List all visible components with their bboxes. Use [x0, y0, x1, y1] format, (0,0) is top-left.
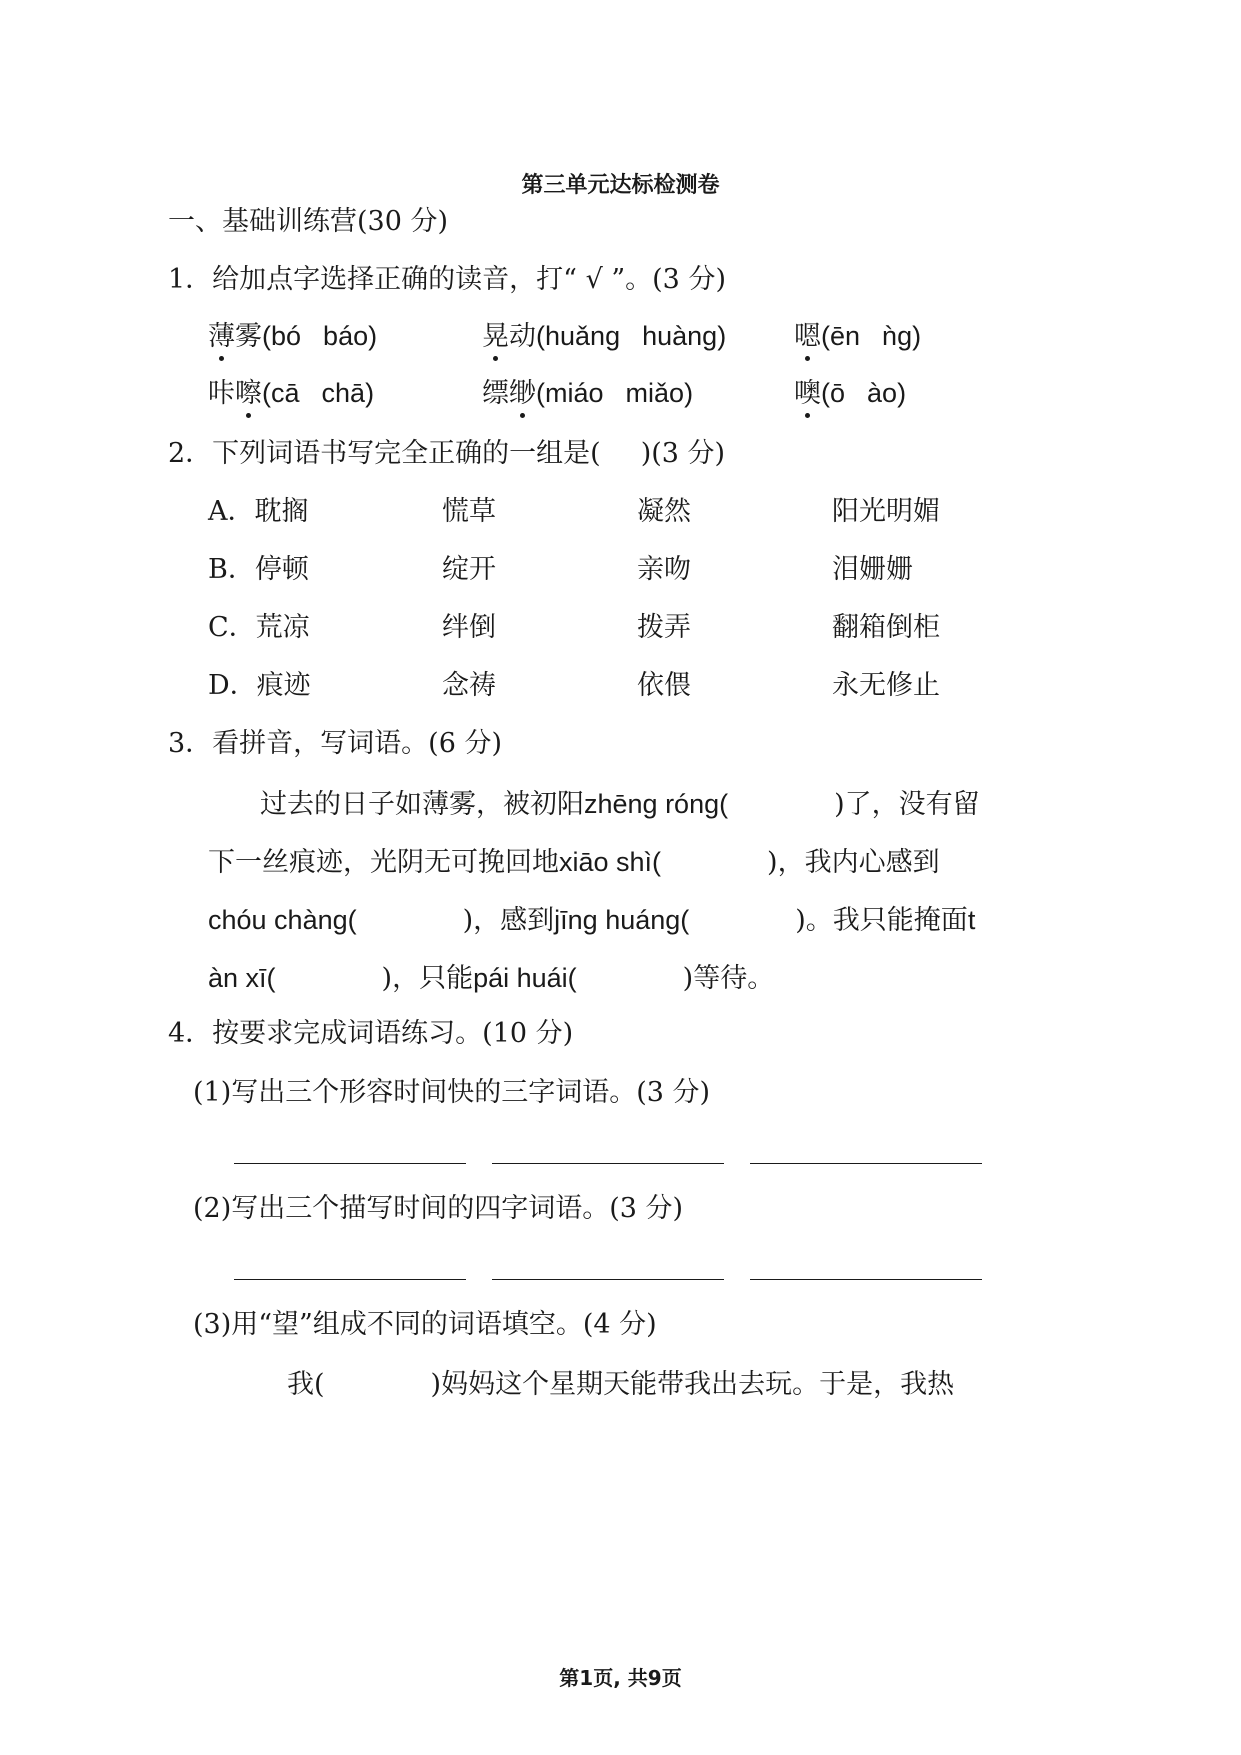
dotted-char: 嚓 [235, 376, 262, 412]
q1-item-3 [794, 318, 921, 355]
q2-option-a-word-3: 凝然 [637, 496, 691, 527]
page-title: 第三单元达标检测卷 [521, 173, 720, 198]
answer-blank[interactable] [492, 1249, 724, 1280]
pinyin-options: (miáo miǎo) [536, 378, 694, 408]
q2-option-c-word-4: 翻箱倒柜 [832, 612, 940, 643]
pinyin-options: (bó báo) [262, 321, 378, 351]
q2-option-c-word-2: 绊倒 [442, 612, 496, 643]
q4-sub-3: (3)用“望”组成不同的词语填空。(4 分) [193, 1309, 657, 1340]
q4-sub-2: (2)写出三个描写时间的四字词语。(3 分) [193, 1193, 684, 1224]
q3-line-3: chóu chàng( )，感到jīng huáng( )。我只能掩面t [208, 905, 976, 936]
q1-item-5 [482, 375, 693, 412]
question-1-prompt: 1．给加点字选择正确的读音，打“ √ ”。(3 分) [168, 264, 726, 295]
q2-option-b: B．停顿 [208, 554, 309, 585]
q2-option-d-word-3: 依偎 [637, 670, 691, 701]
dotted-char: 噢 [794, 376, 821, 412]
q2-option-b-word-3: 亲吻 [637, 554, 691, 585]
question-4-prompt: 4．按要求完成词语练习。(10 分) [168, 1018, 574, 1049]
section-heading: 一、基础训练营(30 分) [168, 206, 449, 237]
q2-option-d-word-2: 念祷 [442, 670, 496, 701]
answer-blank[interactable] [234, 1249, 466, 1280]
q2-option-d-word-4: 永无修止 [832, 670, 940, 701]
word-rest: 动 [509, 321, 536, 352]
q2-option-a-word-4: 阳光明媚 [832, 496, 940, 527]
q1-item-4 [208, 375, 374, 412]
pinyin-options: (cā chā) [262, 378, 375, 408]
q2-option-c: C．荒凉 [208, 612, 310, 643]
q2-option-a: A．耽搁 [208, 496, 309, 527]
question-2-prompt: 2．下列词语书写完全正确的一组是( )(3 分) [168, 438, 726, 469]
q1-item-1 [208, 318, 377, 355]
q2-option-b-word-2: 绽开 [442, 554, 496, 585]
q1-item-6 [794, 375, 906, 412]
q3-line-1: 过去的日子如薄雾，被初阳zhēng róng( )了，没有留 [260, 789, 980, 820]
answer-blank[interactable] [750, 1133, 982, 1164]
q4-sub-2-blanks [234, 1249, 982, 1284]
answer-blank[interactable] [492, 1133, 724, 1164]
dotted-char: 薄 [208, 319, 235, 355]
pinyin-options: (huǎng huàng) [536, 321, 727, 351]
q3-line-4: àn xī( )，只能pái huái( )等待。 [208, 963, 775, 994]
answer-blank[interactable] [234, 1133, 466, 1164]
answer-blank[interactable] [750, 1249, 982, 1280]
dotted-char: 嗯 [794, 319, 821, 355]
pinyin-options: (ēn ǹg) [821, 321, 922, 351]
q4-sub-1: (1)写出三个形容时间快的三字词语。(3 分) [193, 1077, 711, 1108]
q2-option-b-word-4: 泪姗姗 [832, 554, 913, 585]
q2-option-c-word-3: 拨弄 [637, 612, 691, 643]
q4-sub-1-blanks [234, 1133, 982, 1168]
word-rest: 雾 [235, 321, 262, 352]
word-pre: 咔 [208, 378, 235, 409]
page-footer: 第1页, 共9页 [559, 1666, 682, 1690]
q2-option-d: D．痕迹 [208, 670, 311, 701]
q1-item-2 [482, 318, 726, 355]
q3-line-2: 下一丝痕迹，光阴无可挽回地xiāo shì( )，我内心感到 [208, 847, 940, 878]
pinyin-options: (ō ào) [821, 378, 907, 408]
q4-sub-3-line: 我( )妈妈这个星期天能带我出去玩。于是，我热 [287, 1369, 955, 1400]
word-pre: 缥 [482, 378, 509, 409]
question-3-prompt: 3．看拼音，写词语。(6 分) [168, 728, 503, 759]
dotted-char: 缈 [509, 376, 536, 412]
q2-option-a-word-2: 慌草 [442, 496, 496, 527]
dotted-char: 晃 [482, 319, 509, 355]
